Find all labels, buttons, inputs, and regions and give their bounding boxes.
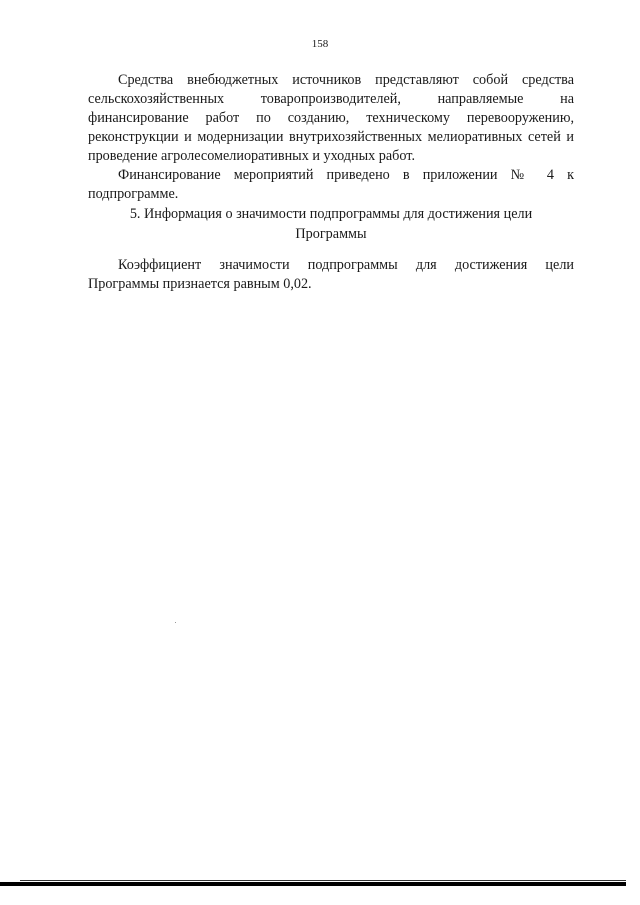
paragraph-funding-appendix: Финансирование мероприятий приведено в приложении № 4 к подпрограмме. [88,167,574,202]
scan-edge-line [20,880,626,881]
scan-speck [175,622,176,623]
page-number: 158 [311,38,329,50]
section-heading [88,204,574,244]
paragraph-significance-coefficient: Коэффициент значимости подпрограммы для достижения цели Программы признается равным 0,02. [88,257,574,292]
paragraph-extrabudgetary-sources: Средства внебюджетных источников представляют собой средства сельскохозяйственных товаропроизводителей, направляемые на финансирование работ по созданию, техническому перевооружению, реконструкции и модернизации внутрихозяйственных мелиоративных сетей и проведение агролесомелиоративных и уходных работ. [88,72,574,164]
significance-text-block [88,256,574,294]
funding-text-block [88,71,574,204]
scan-bottom-bar [0,882,626,886]
section-heading-line-1: 5. Информация о значимости подпрограммы для достижения цели [129,206,533,222]
section-heading-line-2: Программы [295,226,367,242]
